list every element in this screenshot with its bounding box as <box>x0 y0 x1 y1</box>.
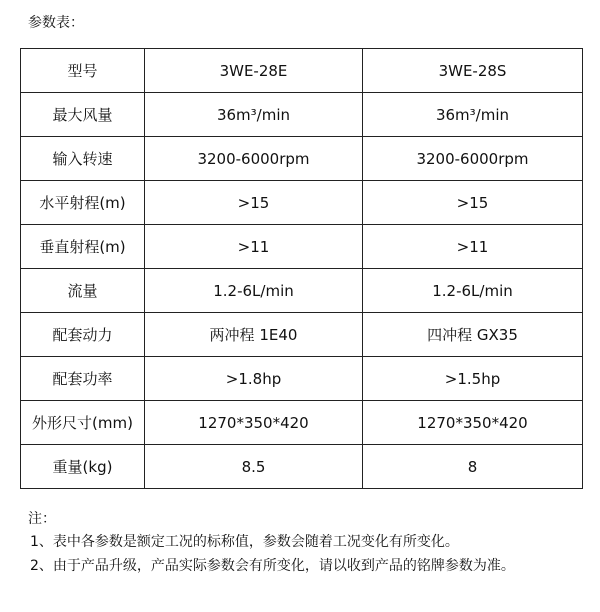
row-label: 垂直射程(m) <box>21 225 145 269</box>
note-item: 2、由于产品升级，产品实际参数会有所变化，请以收到产品的铭牌参数为准。 <box>30 558 515 574</box>
row-label: 配套功率 <box>21 357 145 401</box>
row-label: 水平射程(m) <box>21 181 145 225</box>
note-item: 1、表中各参数是额定工况的标称值，参数会随着工况变化有所变化。 <box>30 534 459 550</box>
cell-3we-28e: >1.8hp <box>145 357 363 401</box>
cell-3we-28s: 1270*350*420 <box>363 401 583 445</box>
table-row <box>21 49 583 93</box>
table-row <box>21 93 583 137</box>
row-label: 输入转速 <box>21 137 145 181</box>
cell-3we-28s: 四冲程 GX35 <box>363 313 583 357</box>
row-label: 最大风量 <box>21 93 145 137</box>
cell-3we-28s: >11 <box>363 225 583 269</box>
table-row <box>21 313 583 357</box>
cell-3we-28s: >15 <box>363 181 583 225</box>
cell-3we-28e: >15 <box>145 181 363 225</box>
cell-3we-28e: 3200-6000rpm <box>145 137 363 181</box>
table-row <box>21 401 583 445</box>
cell-3we-28e: 36m³/min <box>145 93 363 137</box>
notes-section <box>28 508 515 578</box>
row-label: 外形尺寸(mm) <box>21 401 145 445</box>
cell-3we-28e: 1.2-6L/min <box>145 269 363 313</box>
row-label: 型号 <box>21 49 145 93</box>
table-row <box>21 181 583 225</box>
cell-3we-28e: 3WE-28E <box>145 49 363 93</box>
table-row <box>21 357 583 401</box>
table-row <box>21 137 583 181</box>
cell-3we-28s: 1.2-6L/min <box>363 269 583 313</box>
cell-3we-28s: 3WE-28S <box>363 49 583 93</box>
cell-3we-28s: >1.5hp <box>363 357 583 401</box>
parameter-table <box>20 48 583 489</box>
row-label: 重量(kg) <box>21 445 145 489</box>
table-row <box>21 225 583 269</box>
cell-3we-28e: 1270*350*420 <box>145 401 363 445</box>
cell-3we-28s: 36m³/min <box>363 93 583 137</box>
cell-3we-28e: 8.5 <box>145 445 363 489</box>
table-row <box>21 445 583 489</box>
notes-title: 注： <box>28 511 56 527</box>
row-label: 流量 <box>21 269 145 313</box>
cell-3we-28s: 8 <box>363 445 583 489</box>
row-label: 配套动力 <box>21 313 145 357</box>
page-heading: 参数表： <box>28 15 84 31</box>
cell-3we-28e: >11 <box>145 225 363 269</box>
table-row <box>21 269 583 313</box>
cell-3we-28e: 两冲程 1E40 <box>145 313 363 357</box>
cell-3we-28s: 3200-6000rpm <box>363 137 583 181</box>
